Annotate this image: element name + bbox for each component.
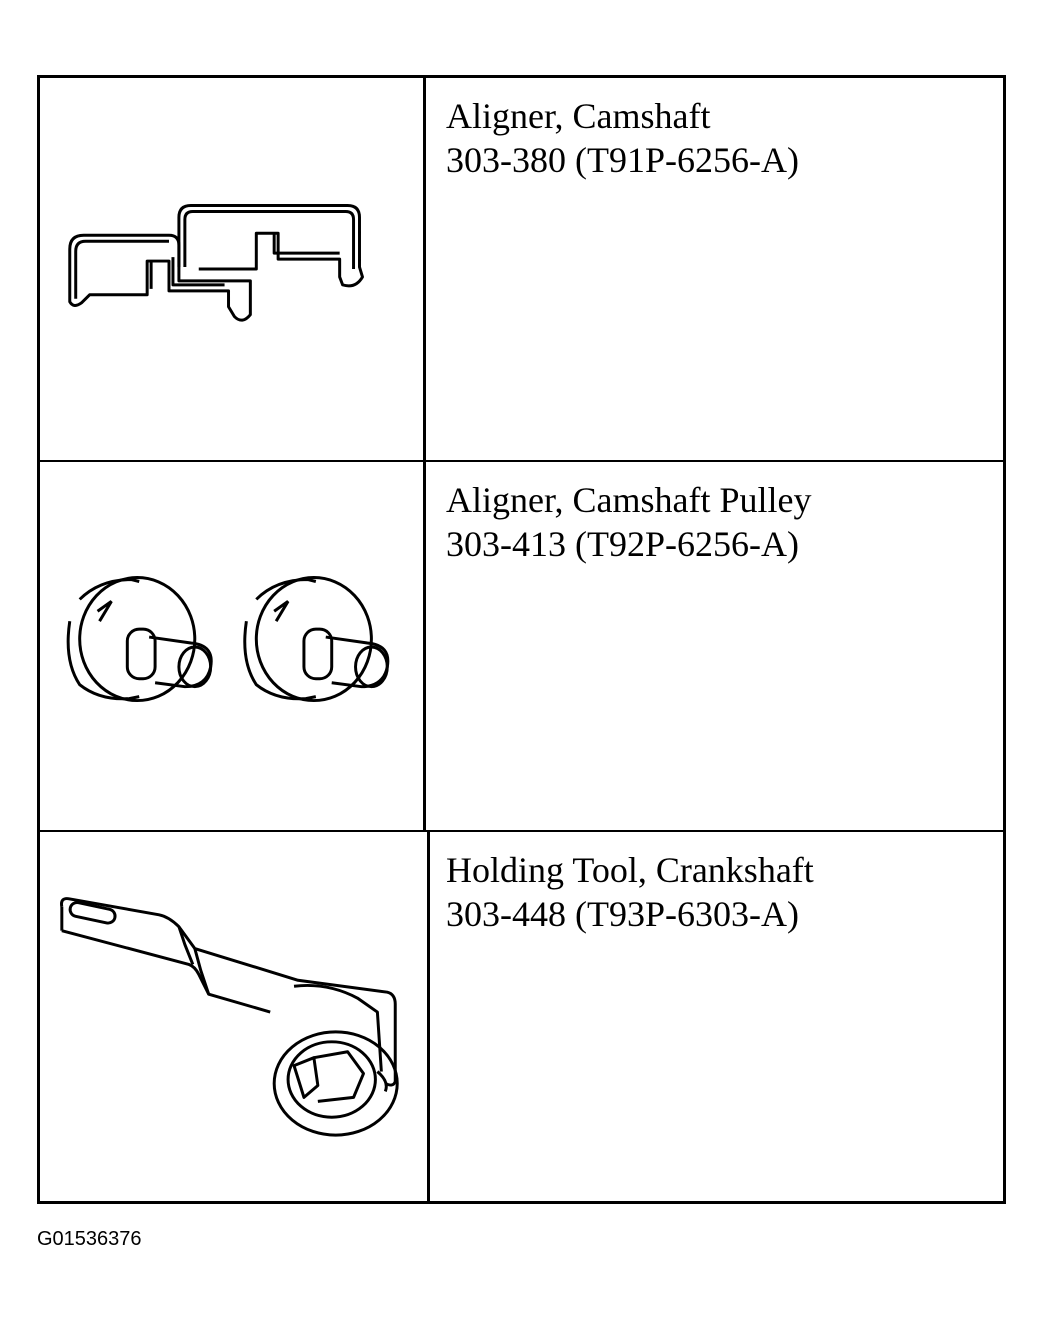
tool-description [446,848,814,936]
tool-part-number: 303-413 (T92P-6256-A) [446,524,799,564]
crankshaft-holding-tool-icon [40,832,427,1201]
tool-row-camshaft-aligner [40,78,1003,462]
tool-name: Aligner, Camshaft [446,96,711,136]
tool-description [446,478,812,566]
tool-description [446,94,799,182]
figure-code: G01536376 [37,1228,142,1250]
tool-part-number: 303-448 (T93P-6303-A) [446,894,799,934]
illustration-cell [40,832,430,1201]
tool-name: Holding Tool, Crankshaft [446,850,814,890]
tool-table [37,75,1006,1204]
camshaft-aligner-icon [40,78,423,460]
tool-row-crankshaft-holding-tool [40,832,1003,1201]
illustration-cell [40,462,426,830]
camshaft-pulley-aligner-icon [40,462,423,830]
illustration-cell [40,78,426,460]
tool-part-number: 303-380 (T91P-6256-A) [446,140,799,180]
tool-row-camshaft-pulley-aligner [40,462,1003,832]
tool-name: Aligner, Camshaft Pulley [446,480,812,520]
